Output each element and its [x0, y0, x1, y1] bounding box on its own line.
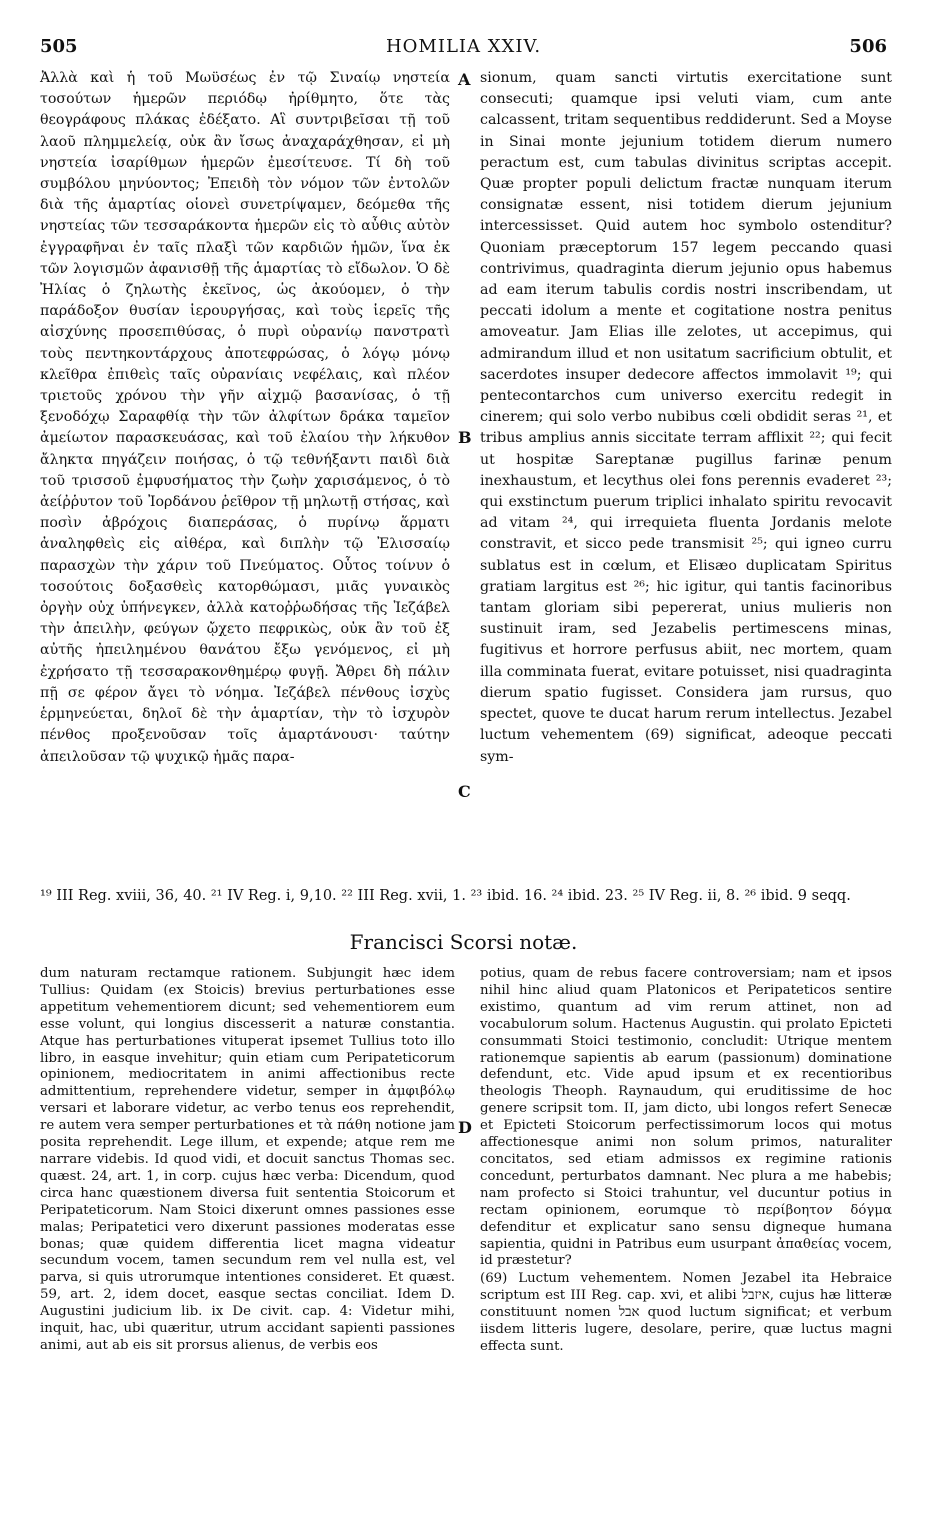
greek-text: Ἀλλὰ καὶ ἡ τοῦ Μωϋσέως ἐν τῷ Σιναίῳ νηστεία τοσούτων ἡμερῶν περιόδῳ ἠρίθμητο, ὅτε τὰς θεογράφους πλάκας ἐδέξατο. Αἳ συντριβεῖσαι τῇ τοῦ λαοῦ πλημμελείᾳ, οὐκ ἂν ἴσως ἀναχαράχθησαν, εἰ μὴ νηστεία ἰσαρίθμων ἡμερῶν ἐμεσίτευσε. Τί δὴ τοῦ συμβόλου μηνύοντος; Ἐπειδὴ τὸν νόμον τῶν ἐντολῶν διὰ τῆς ἁμαρτίας οἱονεὶ συνετρίψαμεν, δεόμεθα τῆς νηστείας τῶν τεσσαράκοντα ἡμερῶν εἰς τὸ αὖθις αὐτὸν ἐγγραφῆναι ἐν ταῖς πλαξὶ τῶν καρδιῶν ἡμῶν, ἵνα ἐκ τῶν λογισμῶν ἀφανισθῇ τῆς ἁμαρτίας τὸ εἴδωλον. Ὁ δὲ Ἠλίας ὁ ζηλωτὴς ἐκεῖνος, ὡς ἀκούομεν, ὁ τὴν παράδοξον θυσίαν ἱερουργήσας, καὶ τοὺς ἱερεῖς τῆς αἰσχύνης προσεπιθύσας, ὁ πυρὶ οὐρανίῳ πανστρατὶ τοὺς πεντηκοντάρχους ἀποτεφρώσας, ὁ λόγῳ μόνῳ κλεῖθρα ἐπιθεὶς ταῖς οὐρανίαις νεφέλαις, καὶ πλέον τριετοῦς χρόνου τὴν γῆν αἰχμῷ βασανίσας, ὁ τῇ ξενοδόχῳ Σαραφθίᾳ τὴν τῶν ἀλφίτων δράκα ταμεῖον ἀμείωτον παρασκευάσας, καὶ τοῦ ἐλαίου τὴν λήκυθον ἄληκτα πηγάζειν ποιήσας, ὁ τῷ τεθνήξαντι παιδὶ διὰ τοῦ τρισσοῦ ἐμφυσήματος τὴν ζωὴν χαρισάμενος, ὁ τὸ ἀείῤῥυτον τοῦ Ἰορδάνου ῥεῖθρον τῇ μηλωτῇ στήσας, καὶ ποσὶν ἀβρόχοις διαπεράσας, ὁ πυρίνῳ ἅρματι ἀναληφθεὶς εἰς αἰθέρα, καὶ διπλὴν τῷ Ἐλισσαίῳ παρασχὼν τὴν χάριν τοῦ Πνεύματος. Οὗτος τοίνυν ὁ τοσούτοις δοξασθεὶς κατορθώμασι, μιᾶς γυναικὸς ὀργὴν οὐχ ὑπήνεγκεν, ἀλλὰ κατοῤῥωδήσας τῆς Ἰεζάβελ τὴν ἀπειλὴν, φεύγων ᾤχετο πεφρικὼς, οὐκ ἂν τοῦ ἐξ αὐτῆς ἠπειλημένου θανάτου ἔξω γενόμενος, εἰ μὴ ἐχρήσατο τῇ τεσσαρακονθημέρῳ φυγῇ. Ἄθρει δὴ πάλιν πῇ σε φέρον ἄγει τὸ νόημα. Ἰεζάβελ πένθους ἰσχὺς ἑρμηνεύεται, δηλοῖ δὲ τὴν ἁμαρτίαν, τὴν τὸ ἰσχυρὸν πένθος προξενοῦσαν τοῖς ἁμαρτάνουσι· ταύτην ἀπειλοῦσαν τῷ ψυχικῷ ἡμᾶς παρα- [40, 70, 450, 765]
notes-right-column [480, 966, 892, 1357]
latin-text: sionum, quam sancti virtutis exercitatione sunt consecuti; quamque ipsi veluti viam, cum ante calcassent, tritam sequentibus reddiderunt. Sed a Moyse in Sinai monte jejunium totidem dierum numero peractum est, cum tabulas divinitus scriptas accepit. Quæ propter populi delictum fractæ nunquam iterum consignatæ essent, nisi totidem dierum jejunium intercessisset. Quid autem hoc symbolo ostenditur? Quoniam præceptorum 157 legem peccando quasi contrivimus, quadraginta dierum jejunio opus habemus ad eam iterum tabulis cordis nostri inscribendam, ut peccati idolum a mente et cogitatione nostra penitus amoveatur. Jam Elias ille zelotes, ut accepimus, qui admirandum illud et non usitatum sacrificium obtulit, et sacerdotes insuper dedecore affectos immolavit ¹⁹; qui pentecontarchos cum universo exercitu redegit in cinerem; qui solo verbo nubibus cœli obdidit seras ²¹, et tribus amplius annis siccitate terram afflixit ²²; qui fecit ut hospitæ Sareptanæ pugillus farinæ penum inexhaustum, et lecythus olei fons perennis evaderet ²³; qui exstinctum puerum triplici inhalato spiritu revocavit ad vitam ²⁴, qui irrequieta fluenta Jordanis melote constravit, et sicco pede transmisit ²⁵; qui igneo curru sublatus est in cœlum, et Elisæo duplicatam Spiritus gratiam largitus est ²⁶; hic igitur, qui tantis facinoribus tantam gloriam sibi pepererat, unius mulieris non sustinuit iram, sed Jezabelis pertimescens minas, fugitivus et horrore perfusus abiit, nec mortem, quam illa comminata fuerat, evitare potuisset, nisi quadraginta dierum spatio fugisset. Considera jam rursus, quo spectet, quove te ducat harum rerum intellectus. Jezabel luctum vehementem (69) significat, adeoque peccati sym- [480, 70, 892, 765]
margin-letter-a: A [458, 70, 471, 89]
running-title: HOMILIA XXIV. [385, 36, 542, 57]
greek-column [40, 68, 450, 768]
margin-letter-d: D [458, 1118, 472, 1137]
latin-column [480, 68, 892, 768]
notes-title: Francisci Scorsi notæ. [349, 930, 578, 954]
footnotes: ¹⁹ III Reg. xviii, 36, 40. ²¹ IV Reg. i, 9,10. ²² III Reg. xvii, 1. ²³ ibid. 16. ²⁴ ibid. 23. ²⁵ IV Reg. ii, 8. ²⁶ ibid. 9 seqq. [40, 888, 851, 904]
page-number-right: 506 [849, 36, 887, 57]
running-header [40, 36, 887, 66]
page-number-left: 505 [40, 36, 78, 57]
margin-letter-c: C [458, 782, 471, 801]
notes-left-text: dum naturam rectamque rationem. Subjungit hæc idem Tullius: Quidam (ex Stoicis) brevius perturbationes esse appetitum vehementiorem dicunt; sed vehementiorem eum esse volunt, qui longius discesserit a naturæ constantia. Atque has perturbationes vituperat ipsemet Tullius toto illo libro, in easque invehitur; quin etiam cum Peripateticorum opinionem, mediocritatem in animi affectionibus recte admittentium, reprehendere videtur, semper in ἀμφιβόλῳ versari et laborare videtur, ac verbo tenus eos reprehendit, re autem vera semper perturbationes et τὰ πάθη notione jam posita reprehendit. Lege illum, et expende; atque rem me narrare videbis. Id quod vidi, et docuit sanctus Thomas sec. quæst. 24, art. 1, in corp. cujus hæc verba: Dicendum, quod circa hanc quæstionem diversa fuit sententia Stoicorum et Peripateticorum. Nam Stoici dixerunt omnes passiones esse malas; Peripatetici vero dixerunt passiones moderatas esse bonas; quæ quidem differentia licet magna videatur secundum vocem, tamen secundum rem vel nulla est, vel parva, si quis utrorumque intentiones consideret. Et quæst. 59, art. 2, idem docet, easque sectas conciliat. Idem D. Augustini judicium lib. ix De civit. cap. 4: Videtur mihi, inquit, hac, ubi quæritur, utrum accidant sapienti passiones animi, aut ab eis sit prorsus alienus, de verbis eos [40, 966, 455, 1353]
notes-right-text-1: potius, quam de rebus facere controversiam; nam et ipsos nihil hinc aliud quam Platonicos et Peripateticos sentire existimo, quantum ad vim rerum attinet, non ad vocabulorum solum. Hactenus Augustin. qui prolato Epicteti consummati Stoici testimonio, concludit: Utrique mentem rationemque sapientis ab earum (passionum) dominatione defendunt, etc. Vide apud ipsum et ex recentioribus theologis Theoph. Raynaudum, qui eruditissime de hoc genere scripsit tom. II, jam dicto, ubi longos refert Senecæ et Epicteti Stoicorum perfectissimorum locos qui motus affectionesque animi non solum primos, naturaliter concitatos, sed etiam admissos ex regimine rationis concedunt, perturbatos damnant. Nec plura a me habebis; nam profecto si Stoici trahuntur, vel ducuntur potius in rectam opinionem, eorumque τὸ περίβοητον δόγμα defenditur et explicatur sano sensu digneque humana sapientia, quidni in Patribus eum usurpant ἀπαθείας vocem, id præstetur? [480, 966, 892, 1269]
notes-left-column [40, 966, 455, 1356]
notes-right-text-2: (69) Luctum vehementem. Nomen Jezabel ita Hebraice scriptum est III Reg. cap. xvi, et alibi איזבל, cujus hæ litteræ constituunt nomen אבל quod luctum significat; et verbum iisdem litteris lugere, desolare, perire, quæ luctus magni effecta sunt. [480, 1271, 892, 1354]
margin-letter-b: B [458, 428, 472, 447]
